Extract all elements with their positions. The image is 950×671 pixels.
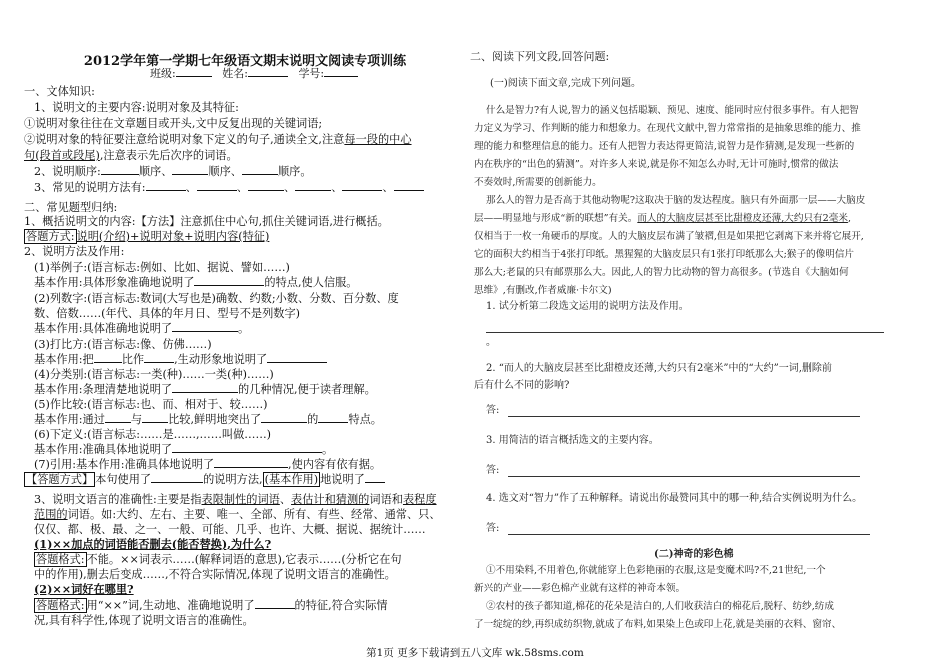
question-1-answer-line[interactable] [486,332,884,333]
s1-item-1c: 句(段首或段尾),注意表示先后次序的词语。 [24,149,238,162]
language-answer-1: 答题格式: 不能。××词表示……(解释词语的意思),它表示……(分析它在句 [36,553,402,566]
method-7: (7)引用:基本作用:准确具体地说明了 ,使内容有依有据。 [34,458,382,471]
reading-paragraph-2-line-1: 那么人的智力是否高于其他动物呢?这取决于脑的发达程度。脑只有外面那一层——大脑皮 [486,195,866,206]
s2-answer-format: 答题方式: 说明(介绍)+说明对象+说明内容(特征) [26,230,270,243]
question-2-answer-line[interactable] [508,416,860,417]
page-footer: 第1页 更多下载请到五八文库 wk.58sms.com [366,647,584,659]
method-4-effect: 基本作用:条理清楚地说明了 的几种情况,便于读者理解。 [34,383,376,396]
reading-paragraph-4-line-1: ②农村的孩子都知道,棉花的花朵是洁白的,人们收获洁白的棉花后,脱籽、纺纱,纺成 [486,601,834,612]
method-5-effect: 基本作用:通过 与 比较,鲜明地突出了 的 特点。 [34,413,382,426]
s1-item-3: 3、常见的说明方法有: 、 、 、 、 、 [34,180,424,195]
s1-item-1: 1、说明文的主要内容:说明对象及其特征: [34,101,239,114]
method-3: (3)打比方:(语言标志:像、仿佛……) [34,338,212,351]
reading-paragraph-4-line-2: 了一绽绽的纱,再织成纺织物,就成了布料,如果染上色或印上花,就是美丽的衣料、窗帘、 [474,619,842,630]
reading-part-1-title: (一)阅读下面文章,完成下列问题。 [490,78,641,89]
question-4-answer-label: 答: [486,523,500,534]
language-answer-1-cont: 中的作用),删去后变成……,不符合实际情况,体现了说明文语言的准确性。 [34,568,396,581]
question-1: 1. 试分析第二段选文运用的说明方法及作用。 [486,301,689,312]
s2-item-3: 3、说明文语言的准确性:主要是指表限制性的词语、表估计和猜测的词语和表程度 [34,493,437,506]
question-2-answer-label: 答: [486,405,500,416]
section-1-heading: 一、文体知识: [24,85,95,98]
reading-paragraph-2-line-6: 思维》,有删改,作者威廉·卡尔文) [474,285,612,296]
reading-paragraph-2-line-4: 它的面积大约相当于4张打印纸。黑猩猩的大脑皮层只有1张打印纸那么大;猴子的像明信片 [474,249,855,260]
reading-paragraph-2-line-2: 层——明显地与形成“新的联想”有关。而人的大脑皮层甚至比甜橙皮还薄,大约只有2毫米, [474,213,851,224]
question-2-cont: 后有什么不同的影响? [474,380,570,391]
s1-item-1b: ②说明对象的特征要注意给说明对象下定义的句子,通读全文,注意每一段的中心 [24,133,412,146]
language-question-2: (2)××词好在哪里? [34,582,134,596]
method-answer-format: 【答题方式】 本句使用了 的说明方法, (基本作用) 地说明了 [24,472,385,487]
reading-paragraph-1-line-4: 内在秩序的“出色的猜测”。对许多人来说,就是你不知怎么办时,无计可施时,惯常的做法 [474,159,839,170]
s1-item-2: 2、说明顺序: 顺序、 顺序、 顺序。 [34,165,312,178]
question-2: 2. “而人的大脑皮层甚至比甜橙皮还薄,大约只有2毫米”中的“大约”一词,删除前 [486,363,832,374]
method-1-effect: 基本作用:具体形象准确地说明了 的特点,使人信服。 [34,276,358,289]
reading-paragraph-1-line-2: 力定义为学习、作判断的能力和想象力。在现代文献中,智力常常指的是抽象思维的能力、推 [474,123,861,134]
reading-paragraph-1-line-1: 什么是智力?有人说,智力的涵义包括聪颖、预见、速度、能同时应付很多事件。有人把智 [486,105,859,116]
page-title: 2012学年第一学期七年级语文期末说明文阅读专项训练 [83,54,407,69]
language-question-1: (1)××加点的词语能否删去(能否替换),为什么? [34,537,272,551]
method-2-effect: 基本作用:具体准确地说明了 。 [34,322,250,335]
question-3-answer-line[interactable] [508,476,860,477]
reading-heading: 二、阅读下列文段,回答问题: [470,50,610,63]
method-2: (2)列数字:(语言标志:数词(大写也是)确数、约数;小数、分数、百分数、度 [34,292,399,305]
question-4: 4. 选文对“智力”作了五种解释。请说出你最赞同其中的哪一种,结合实例说明为什么。 [486,493,863,504]
reading-paragraph-2-line-3: 仅相当于一枚一角硬币的厚度。人的大脑皮层布满了皱褶,但是如果把它剥离下来并将它展开, [474,231,864,242]
class-blank[interactable] [176,66,212,77]
reading-paragraph-3-line-1: ①不用染料,不用着色,你就能穿上色彩艳丽的衣服,这是变魔术吗?不,21世纪,一个 [486,565,826,576]
s2-item-3-cont: 范围的词语。如:大约、左右、主要、唯一、全部、所有、有些、经常、通常、只、 [34,508,441,521]
method-3-effect: 基本作用:把 比作 ,生动形象地说明了 [34,352,327,367]
s2-item-3-examples: 仅仅、都、极、最、之一、一般、可能、几乎、也许、大概、据说、据统计…… [34,523,426,536]
student-info: 班级: 姓名: 学号: [150,65,358,81]
question-1-answer-tail: 。 [486,337,496,348]
section-2-heading: 二、常见题型归纳: [24,201,118,214]
language-answer-2-cont: 况,具有科学性,体现了说明文语言的准确性。 [34,614,254,627]
s1-item-1a: ①说明对象往往在文章题目或开头,文中反复出现的关键词语; [24,117,323,130]
name-blank[interactable] [248,66,288,77]
reading-part-2-title: (二)神奇的彩色棉 [654,549,734,560]
language-answer-2: 答题格式: 用“××”词,生动地、准确地说明了 的特征,符合实际情 [36,599,388,612]
reading-paragraph-1-line-5: 不奏效时,所需要的创新能力。 [474,177,602,188]
method-6: (6)下定义:(语言标志:……是……,……叫做……) [34,428,272,441]
method-1: (1)举例子:(语言标志:例如、比如、据说、譬如……) [34,261,290,274]
question-4-answer-line[interactable] [508,534,870,535]
question-3: 3. 用简洁的语言概括选文的主要内容。 [486,435,659,446]
s2-item-1: 1、概括说明文的内容:【方法】注意抓住中心句,抓住关键词语,进行概括。 [24,215,389,228]
method-5: (5)作比较:(语言标志:也、而、相对于、较……) [34,398,268,411]
id-blank[interactable] [324,66,358,77]
reading-paragraph-3-line-2: 新兴的产业——彩色棉产业就有这样的神奇本领。 [474,583,686,594]
method-4: (4)分类别:(语言标志:一类(种)……一类(种)……) [34,368,274,381]
reading-paragraph-2-line-5: 那么大;老鼠的只有邮票那么大。因此,人的智力比动物的智力高很多。(节选自《大脑如何 [474,267,849,278]
s2-item-2: 2、说明方法及作用: [24,245,125,258]
reading-paragraph-1-line-3: 理的能力和整理信息的能力。还有人把智力表达得更简洁,说智力是作猜测,是发现一些新的 [474,141,855,152]
method-2-cont: 数、倍数……(年代、具体的年月日、型号不是列数字) [34,307,301,320]
method-6-effect: 基本作用:准确具体地说明了 。 [34,443,334,456]
question-3-answer-label: 答: [486,465,500,476]
